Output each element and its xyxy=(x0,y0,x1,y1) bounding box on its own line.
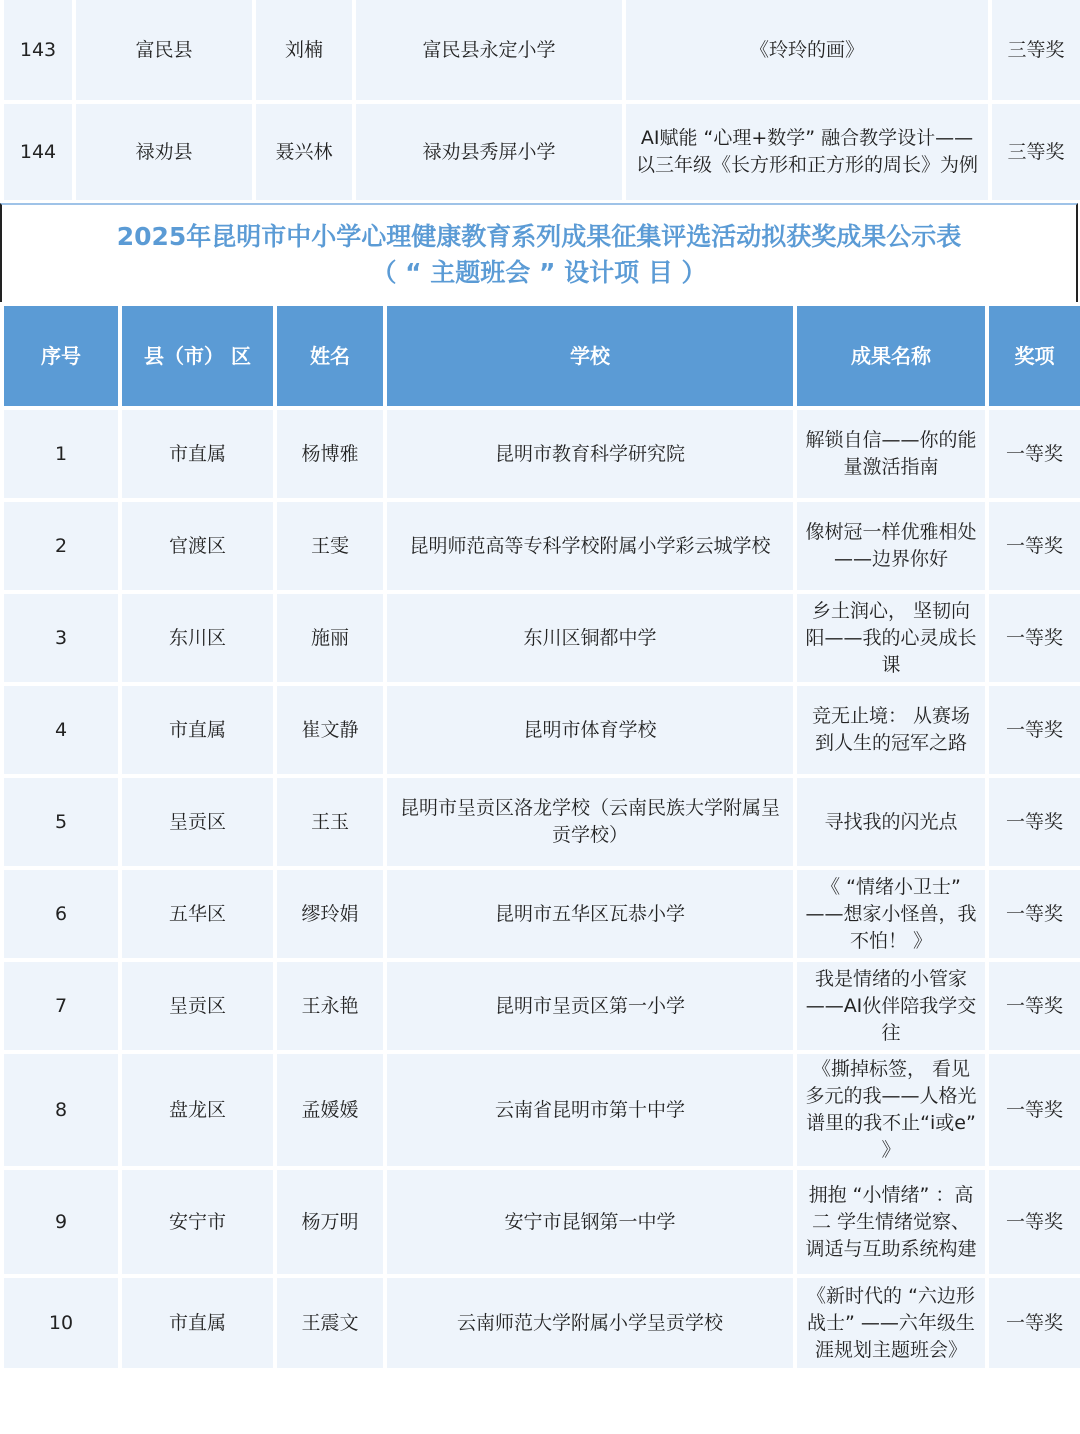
cell-work: 竞无止境： 从赛场到人生的冠军之路 xyxy=(795,684,987,776)
table-row xyxy=(2,684,1080,776)
cell-work: AI赋能 “心理+数学” 融合教学设计——以三年级《长方形和正方形的周长》为例 xyxy=(624,102,990,202)
cell-award: 一等奖 xyxy=(987,592,1080,684)
table-row xyxy=(2,408,1080,500)
cell-award: 一等奖 xyxy=(987,960,1080,1052)
cell-no: 1 xyxy=(2,408,120,500)
cell-county: 官渡区 xyxy=(120,500,275,592)
cell-name: 刘楠 xyxy=(254,0,354,102)
cell-name: 杨博雅 xyxy=(275,408,385,500)
cell-award: 三等奖 xyxy=(990,102,1080,202)
header-county: 县（市） 区 xyxy=(120,304,275,408)
cell-school: 昆明市体育学校 xyxy=(385,684,795,776)
cell-name: 缪玲娟 xyxy=(275,868,385,960)
cell-work: 《撕掉标签， 看见多元的我——人格光谱里的我不止“i或e” 》 xyxy=(795,1052,987,1168)
cell-school: 禄劝县秀屏小学 xyxy=(354,102,624,202)
cell-award: 一等奖 xyxy=(987,684,1080,776)
cell-work: 寻找我的闪光点 xyxy=(795,776,987,868)
cell-award: 一等奖 xyxy=(987,500,1080,592)
cell-work: 像树冠一样优雅相处——边界你好 xyxy=(795,500,987,592)
header-school: 学校 xyxy=(385,304,795,408)
cell-no: 8 xyxy=(2,1052,120,1168)
cell-work: 我是情绪的小管家——AI伙伴陪我学交往 xyxy=(795,960,987,1052)
cell-school: 昆明市教育科学研究院 xyxy=(385,408,795,500)
table-row xyxy=(2,1052,1080,1168)
cell-school: 昆明市呈贡区洛龙学校（云南民族大学附属呈贡学校） xyxy=(385,776,795,868)
table-title-block xyxy=(0,203,1078,302)
table-row xyxy=(2,868,1080,960)
cell-work: 解锁自信——你的能量激活指南 xyxy=(795,408,987,500)
cell-county: 市直属 xyxy=(120,408,275,500)
cell-school: 昆明师范高等专科学校附属小学彩云城学校 xyxy=(385,500,795,592)
cell-no: 143 xyxy=(2,0,74,102)
cell-award: 一等奖 xyxy=(987,1168,1080,1276)
cell-award: 三等奖 xyxy=(990,0,1080,102)
cell-name: 聂兴林 xyxy=(254,102,354,202)
cell-county: 呈贡区 xyxy=(120,776,275,868)
cell-award: 一等奖 xyxy=(987,1276,1080,1370)
cell-school: 东川区铜都中学 xyxy=(385,592,795,684)
cell-no: 5 xyxy=(2,776,120,868)
cell-work: 《新时代的 “六边形战士” ——六年级生涯规划主题班会》 xyxy=(795,1276,987,1370)
cell-county: 安宁市 xyxy=(120,1168,275,1276)
cell-name: 孟媛媛 xyxy=(275,1052,385,1168)
cell-name: 王震文 xyxy=(275,1276,385,1370)
table-row xyxy=(2,1276,1080,1370)
cell-name: 杨万明 xyxy=(275,1168,385,1276)
cell-county: 市直属 xyxy=(120,1276,275,1370)
table-row xyxy=(2,960,1080,1052)
header-no: 序号 xyxy=(2,304,120,408)
cell-name: 王雯 xyxy=(275,500,385,592)
cell-school: 昆明市五华区瓦恭小学 xyxy=(385,868,795,960)
cell-school: 安宁市昆钢第一中学 xyxy=(385,1168,795,1276)
cell-county: 五华区 xyxy=(120,868,275,960)
cell-name: 崔文静 xyxy=(275,684,385,776)
cell-no: 9 xyxy=(2,1168,120,1276)
table-row xyxy=(2,592,1080,684)
cell-no: 2 xyxy=(2,500,120,592)
cell-county: 呈贡区 xyxy=(120,960,275,1052)
cell-school: 云南省昆明市第十中学 xyxy=(385,1052,795,1168)
cell-name: 王永艳 xyxy=(275,960,385,1052)
header-name: 姓名 xyxy=(275,304,385,408)
cell-work: 乡土润心， 坚韧向阳——我的心灵成长课 xyxy=(795,592,987,684)
cell-work: 《玲玲的画》 xyxy=(624,0,990,102)
cell-no: 4 xyxy=(2,684,120,776)
awards-table xyxy=(0,302,1080,1372)
cell-county: 东川区 xyxy=(120,592,275,684)
cell-no: 3 xyxy=(2,592,120,684)
cell-county: 市直属 xyxy=(120,684,275,776)
table-row xyxy=(2,1168,1080,1276)
cell-school: 云南师范大学附属小学呈贡学校 xyxy=(385,1276,795,1370)
cell-name: 王玉 xyxy=(275,776,385,868)
cell-award: 一等奖 xyxy=(987,1052,1080,1168)
cell-work: 《 “情绪小卫士” ——想家小怪兽，我不怕！ 》 xyxy=(795,868,987,960)
cell-school: 富民县永定小学 xyxy=(354,0,624,102)
cell-county: 盘龙区 xyxy=(120,1052,275,1168)
table-row xyxy=(2,0,1080,102)
previous-table-fragment xyxy=(0,0,1080,204)
table-title: 2025年昆明市中小学心理健康教育系列成果征集评选活动拟获奖成果公示表 xyxy=(116,222,962,251)
table-row xyxy=(2,776,1080,868)
table-row xyxy=(2,500,1080,592)
table-row xyxy=(2,102,1080,202)
cell-award: 一等奖 xyxy=(987,776,1080,868)
header-work: 成果名称 xyxy=(795,304,987,408)
cell-no: 10 xyxy=(2,1276,120,1370)
cell-no: 7 xyxy=(2,960,120,1052)
header-award: 奖项 xyxy=(987,304,1080,408)
cell-name: 施丽 xyxy=(275,592,385,684)
cell-no: 144 xyxy=(2,102,74,202)
header-row xyxy=(2,304,1080,408)
cell-award: 一等奖 xyxy=(987,408,1080,500)
cell-work: 拥抱 “小情绪” ：高 二 学生情绪觉察、调适与互助系统构建 xyxy=(795,1168,987,1276)
cell-award: 一等奖 xyxy=(987,868,1080,960)
cell-county: 禄劝县 xyxy=(74,102,254,202)
cell-no: 6 xyxy=(2,868,120,960)
cell-county: 富民县 xyxy=(74,0,254,102)
cell-school: 昆明市呈贡区第一小学 xyxy=(385,960,795,1052)
table-subtitle: （ “ 主题班会 ” 设计项 目 ） xyxy=(371,258,707,287)
